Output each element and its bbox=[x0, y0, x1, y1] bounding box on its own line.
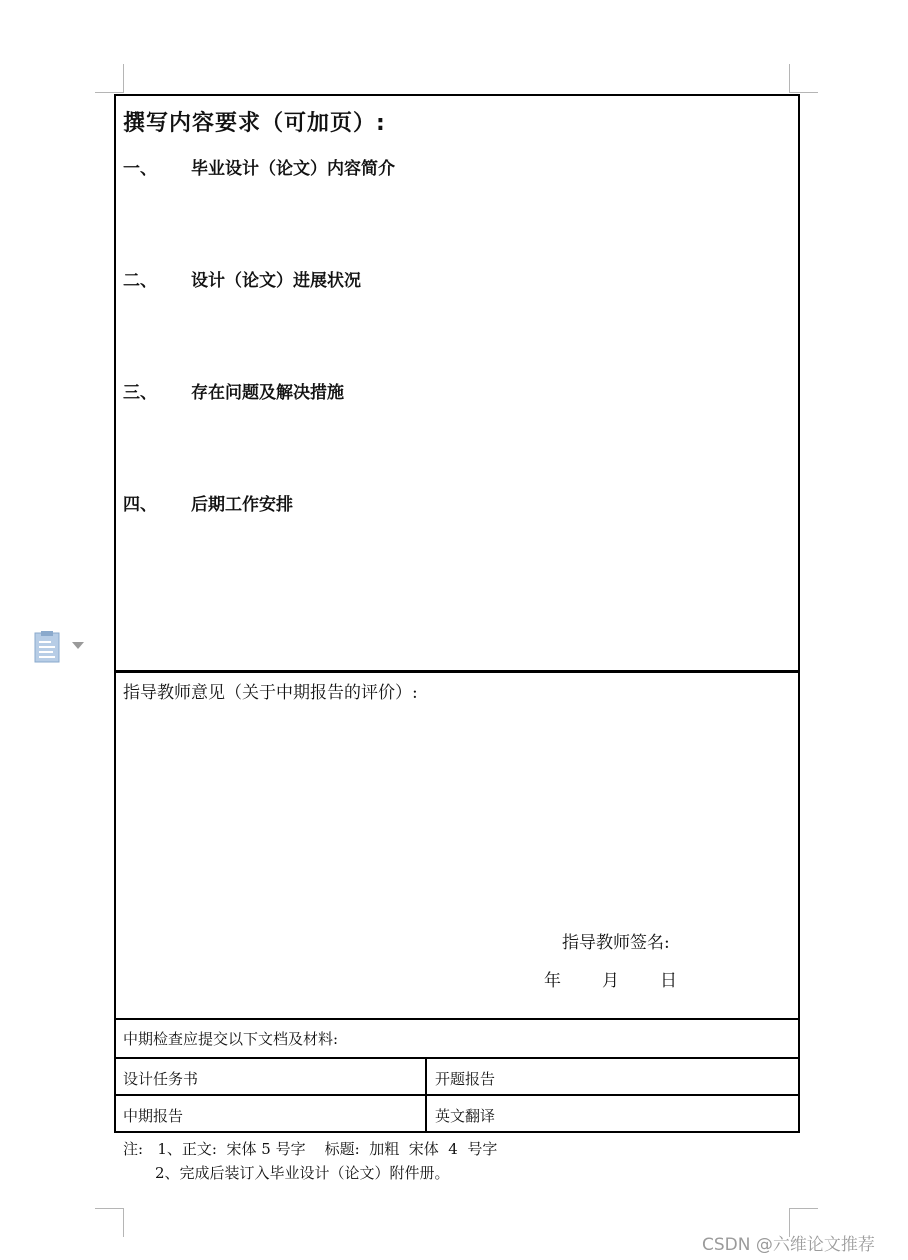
chevron-down-icon bbox=[72, 642, 84, 649]
paste-options-icon[interactable] bbox=[34, 630, 94, 664]
crop-mark-top-left bbox=[95, 64, 124, 93]
table-cell: 英文翻译 bbox=[435, 1107, 496, 1125]
materials-title: 中期检查应提交以下文档及材料: bbox=[123, 1030, 339, 1048]
item-label: 后期工作安排 bbox=[191, 495, 293, 515]
date-day: 日 bbox=[660, 971, 677, 991]
section-title: 撰写内容要求（可加页）: bbox=[123, 111, 386, 136]
crop-mark-bottom-left bbox=[95, 1208, 124, 1237]
item-number: 三、 bbox=[123, 383, 157, 403]
requirement-item bbox=[123, 266, 361, 291]
table-rule bbox=[116, 1094, 798, 1096]
item-number: 二、 bbox=[123, 271, 157, 291]
item-label: 存在问题及解决措施 bbox=[191, 383, 344, 403]
section-divider bbox=[116, 670, 798, 673]
table-column-rule bbox=[425, 1059, 427, 1133]
footnote: 2、完成后装订入毕业设计（论文）附件册。 bbox=[155, 1164, 450, 1182]
watermark: CSDN @六维论文推荐 bbox=[702, 1235, 875, 1255]
item-label: 设计（论文）进展状况 bbox=[191, 271, 361, 291]
item-number: 四、 bbox=[123, 495, 157, 515]
footnote: 注: 1、正文: 宋体 5 号字 标题: 加粗 宋体 4 号字 bbox=[123, 1140, 498, 1158]
table-rule bbox=[116, 1057, 798, 1059]
item-label: 毕业设计（论文）内容简介 bbox=[191, 159, 395, 179]
requirement-item bbox=[123, 154, 395, 179]
report-form-table bbox=[114, 94, 800, 1133]
content-requirements-section bbox=[116, 96, 798, 672]
date-year: 年 bbox=[544, 971, 561, 991]
date-line bbox=[544, 966, 718, 991]
table-cell: 中期报告 bbox=[123, 1107, 184, 1125]
table-rule bbox=[116, 1018, 798, 1020]
date-month: 月 bbox=[602, 971, 619, 991]
advisor-signature-label: 指导教师签名: bbox=[562, 933, 670, 953]
requirement-item bbox=[123, 378, 344, 403]
table-cell: 开题报告 bbox=[435, 1070, 496, 1088]
crop-mark-top-right bbox=[789, 64, 818, 93]
table-cell: 设计任务书 bbox=[123, 1070, 199, 1088]
advisor-opinion-title: 指导教师意见（关于中期报告的评价）: bbox=[123, 683, 418, 703]
item-number: 一、 bbox=[123, 159, 157, 179]
requirement-item bbox=[123, 490, 293, 515]
